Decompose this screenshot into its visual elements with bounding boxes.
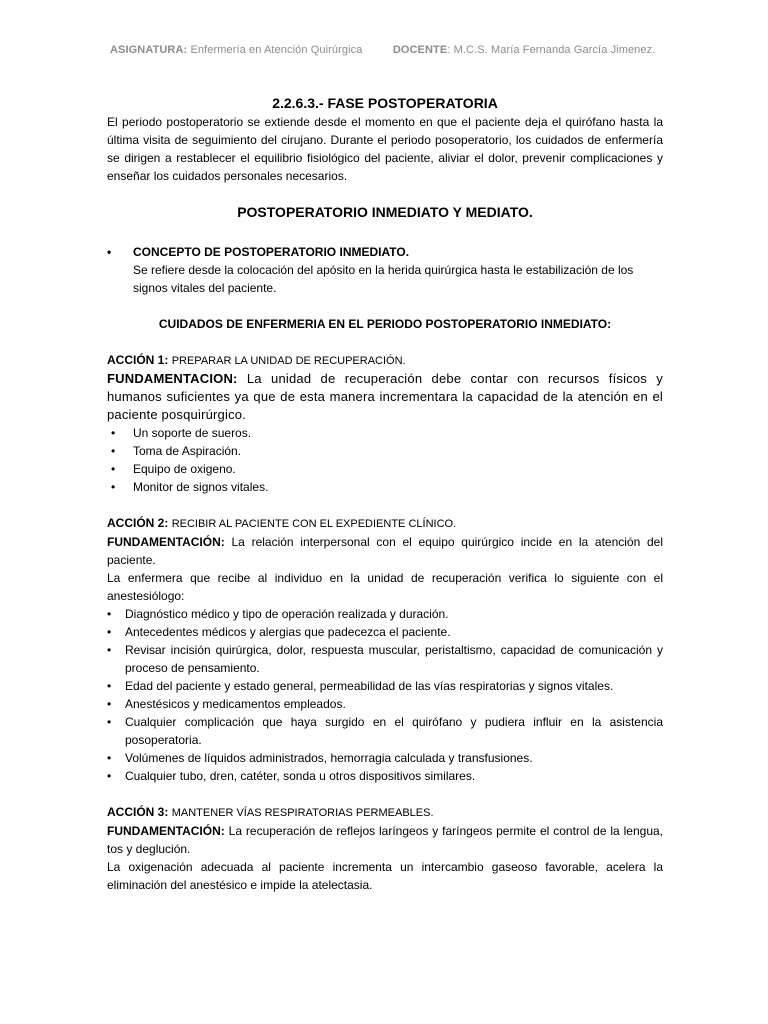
accion-2-fundamentacion	[107, 533, 663, 569]
accion-2-list	[107, 605, 663, 785]
list-item: • Edad del paciente y estado general, permeabilidad de las vías respiratorias y signos vitales.	[107, 679, 614, 693]
accion-3-fund-text: La recuperación de reflejos laríngeos y faríngeos permite el control de la lengua, tos y deglución.	[107, 824, 663, 856]
accion-1-value: PREPARAR LA UNIDAD DE RECUPERACIÓN.	[171, 355, 406, 367]
list-item: • Revisar incisión quirúrgica, dolor, respuesta muscular, peristaltismo, capacidad de comunicación y proceso de pensamiento.	[107, 643, 663, 675]
list-item: • Monitor de signos vitales.	[111, 480, 269, 494]
page-header	[110, 44, 670, 56]
accion-2-para: La enfermera que recibe al individuo en la unidad de recuperación verifica lo siguiente con el anestesiólogo:	[107, 571, 663, 603]
accion-2-fund-text: La relación interpersonal con el equipo quirúrgico incide en la atención del paciente.	[107, 535, 663, 567]
accion-2-fund-label: FUNDAMENTACIÓN:	[107, 535, 225, 549]
cuidados-title: CUIDADOS DE ENFERMERIA EN EL PERIODO POSTOPERATORIO INMEDIATO:	[158, 317, 612, 331]
accion-1-list	[107, 424, 663, 496]
list-item: • Anestésicos y medicamentos empleados.	[107, 697, 346, 711]
docente-label: DOCENTE	[392, 44, 448, 56]
docente-value: : M.C.S. María Fernanda García Jimenez.	[447, 44, 656, 56]
document-body	[107, 94, 663, 894]
list-item: • Equipo de oxigeno.	[111, 462, 236, 476]
accion-2-label: ACCIÓN 2:	[107, 516, 169, 530]
list-item: • Diagnóstico médico y tipo de operación realizada y duración.	[107, 607, 449, 621]
accion-2-value: RECIBIR AL PACIENTE CON EL EXPEDIENTE CLÍNICO.	[171, 518, 457, 530]
section-intro: El periodo postoperatorio se extiende desde el momento en que el paciente deja el quirófano hasta la última visita de seguimiento del cirujano. Durante el periodo posoperatorio, los cuidados de enfermería se dirigen a restablecer el equilibrio fisiológico del paciente, aliviar el dolor, prevenir complicaciones y enseñar los cuidados personales necesarios.	[107, 115, 663, 183]
concept-text: Se refiere desde la colocación del apósito en la herida quirúrgica hasta le estabilización de los signos vitales del paciente.	[133, 263, 634, 295]
accion-1-heading	[107, 351, 663, 370]
concept-title: CONCEPTO DE POSTOPERATORIO INMEDIATO.	[133, 245, 410, 259]
list-item: • Volúmenes de líquidos administrados, hemorragia calculada y transfusiones.	[107, 751, 533, 765]
accion-3-value: MANTENER VÍAS RESPIRATORIAS PERMEABLES.	[171, 807, 434, 819]
asignatura-value: Enfermería en Atención Quirúrgica	[190, 44, 363, 56]
list-item: • Cualquier tubo, dren, catéter, sonda u otros dispositivos similares.	[107, 769, 476, 783]
accion-3-fundamentacion	[107, 822, 663, 858]
list-item: • Toma de Aspiración.	[111, 444, 242, 458]
accion-1-fund-text: La unidad de recuperación debe contar con recursos físicos y humanos suficientes ya que de esta manera incrementara la capacidad de la atención en el paciente posquirúrgico.	[107, 371, 663, 422]
subsection-title: POSTOPERATORIO INMEDIATO Y MEDIATO.	[237, 204, 533, 220]
accion-1-fund-label: FUNDAMENTACION:	[107, 371, 238, 386]
accion-3-para: La oxigenación adecuada al paciente incrementa un intercambio gaseoso favorable, acelera la eliminación del anestésico e impide la atelectasia.	[107, 860, 663, 892]
concept-heading	[107, 243, 663, 261]
list-item: • Antecedentes médicos y alergias que padecezca el paciente.	[107, 625, 451, 639]
list-item: • Un soporte de sueros.	[111, 426, 252, 440]
section-title: 2.2.6.3.- FASE POSTOPERATORIA	[272, 95, 498, 111]
accion-1-fundamentacion	[107, 370, 663, 424]
accion-1-label: ACCIÓN 1:	[107, 353, 169, 367]
bullet-glyph: •	[107, 245, 112, 259]
accion-3-label: ACCIÓN 3:	[107, 805, 169, 819]
list-item: • Cualquier complicación que haya surgido en el quirófano y pudiera influir en la asistencia posoperatoria.	[107, 715, 663, 747]
accion-3-fund-label: FUNDAMENTACIÓN:	[107, 824, 225, 838]
accion-3-heading	[107, 803, 663, 822]
asignatura-label: ASIGNATURA:	[110, 44, 188, 56]
accion-2-heading	[107, 514, 663, 533]
